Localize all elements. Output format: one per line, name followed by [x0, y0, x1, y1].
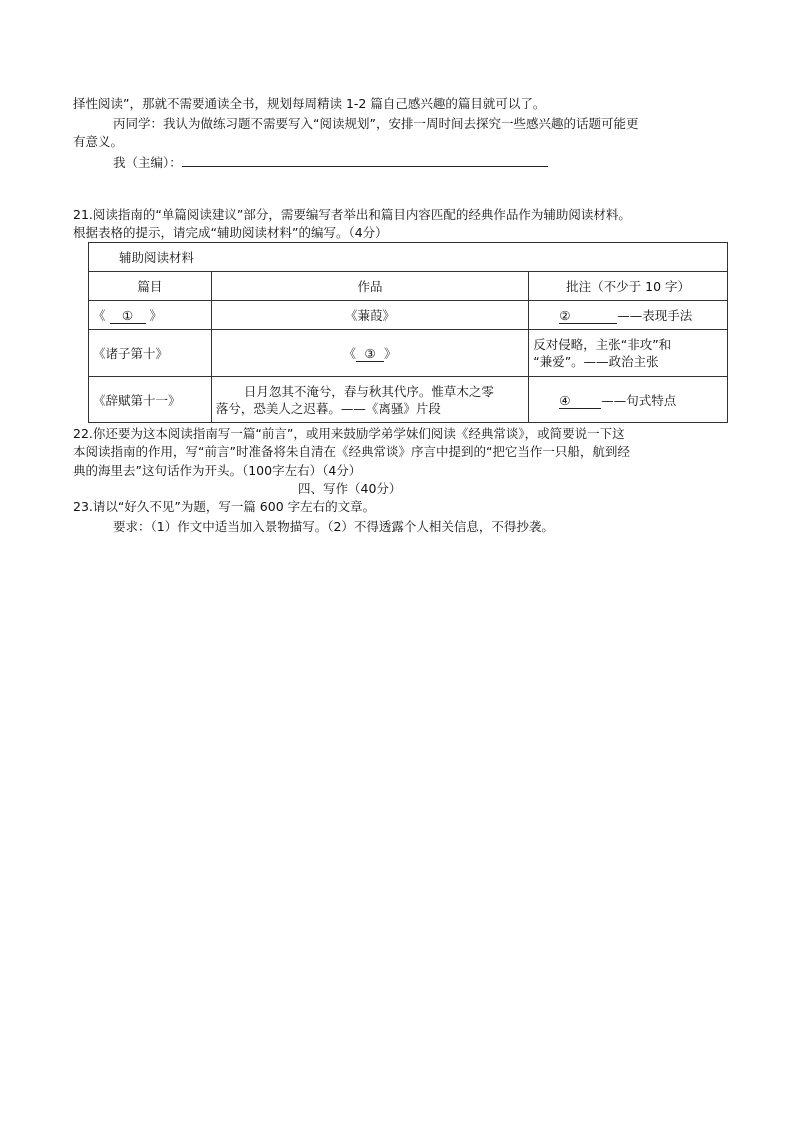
- open-bracket: 《: [343, 346, 357, 361]
- table-header-row: [89, 272, 728, 301]
- row3-work-line-1: 日月忽其不淹兮，春与秋其代序。惟草木之零: [243, 383, 494, 399]
- row1-note: [529, 301, 728, 330]
- row2-note: [529, 330, 728, 377]
- row3-note-text: ——句式特点: [601, 392, 677, 408]
- blank-4[interactable]: ④: [559, 393, 601, 409]
- table-caption-row: [89, 243, 728, 272]
- row2-title: 《诸子第十》: [89, 330, 212, 377]
- blank-2[interactable]: ②: [559, 308, 617, 324]
- table-caption: 辅助阅读材料: [89, 243, 728, 272]
- close-bracket: 》: [384, 346, 397, 361]
- q23-line-2: 要求：（1）作文中适当加入景物描写。（2）不得透露个人相关信息，不得抄袭。: [113, 519, 554, 534]
- q22-line-1: 22.你还要为这本阅读指南写一篇“前言”，或用来鼓励学弟学妹们阅读《经典常谈》，或简要说一下这: [73, 426, 625, 441]
- close-bracket: 》: [149, 308, 162, 323]
- header-title: 篇目: [89, 272, 212, 301]
- row3-note: [529, 377, 728, 423]
- row3-title: 《辞赋第十一》: [89, 377, 212, 423]
- row2-note-line-1: 反对侵略，主张“非攻”和: [533, 337, 672, 352]
- row2-note-line-2: “兼爱”。——政治主张: [533, 354, 659, 369]
- q21-line-1: 21.阅读指南的“单篇阅读建议”部分，需要编写者举出和篇目内容匹配的经典作品作为辅助阅读材料。: [73, 207, 631, 222]
- row1-work: 《蒹葭》: [211, 301, 528, 330]
- row3-work: [211, 377, 528, 423]
- editor-answer-field[interactable]: [182, 153, 548, 167]
- q22-line-2: 本阅读指南的作用，写“前言”时准备将朱自清在《经典常谈》序言中提到的“把它当作一只船，航到经: [73, 444, 630, 459]
- q21-line-2: 根据表格的提示，请完成“辅助阅读材料”的编写。（4分）: [73, 225, 388, 240]
- table-row: [89, 377, 728, 423]
- editor-answer-row: [113, 153, 548, 171]
- header-note: 批注（不少于 10 字）: [529, 272, 728, 301]
- table-row: [89, 301, 728, 330]
- reading-material-table: [88, 242, 728, 423]
- row3-work-line-2: 落兮，恐美人之迟暮。——《离骚》片段: [215, 400, 441, 416]
- q23-line-1: 23.请以“好久不见”为题，写一篇 600 字左右的文章。: [73, 499, 376, 514]
- intro-line-1: 择性阅读”，那就不需要通读全书，规划每周精读 1-2 篇自己感兴趣的篇目就可以了。: [73, 96, 546, 111]
- table-row: [89, 330, 728, 377]
- section-writing-heading: 四、写作（40分）: [298, 481, 402, 496]
- header-work: 作品: [211, 272, 528, 301]
- bing-opinion-line-1: 丙同学：我认为做练习题不需要写入“阅读规划”，安排一周时间去探究一些感兴趣的话题可能更: [113, 116, 639, 131]
- blank-3[interactable]: ③: [356, 346, 384, 362]
- bing-opinion-line-2: 有意义。: [73, 134, 124, 149]
- blank-1[interactable]: ①: [110, 308, 146, 324]
- row2-work: [211, 330, 528, 377]
- row1-title: [89, 301, 212, 330]
- open-bracket: 《: [93, 308, 106, 323]
- editor-label: 我（主编）：: [113, 155, 182, 170]
- q22-line-3: 典的海里去”这句话作为开头。（100字左右）（4分）: [73, 463, 362, 478]
- row1-note-text: ——表现手法: [617, 308, 693, 323]
